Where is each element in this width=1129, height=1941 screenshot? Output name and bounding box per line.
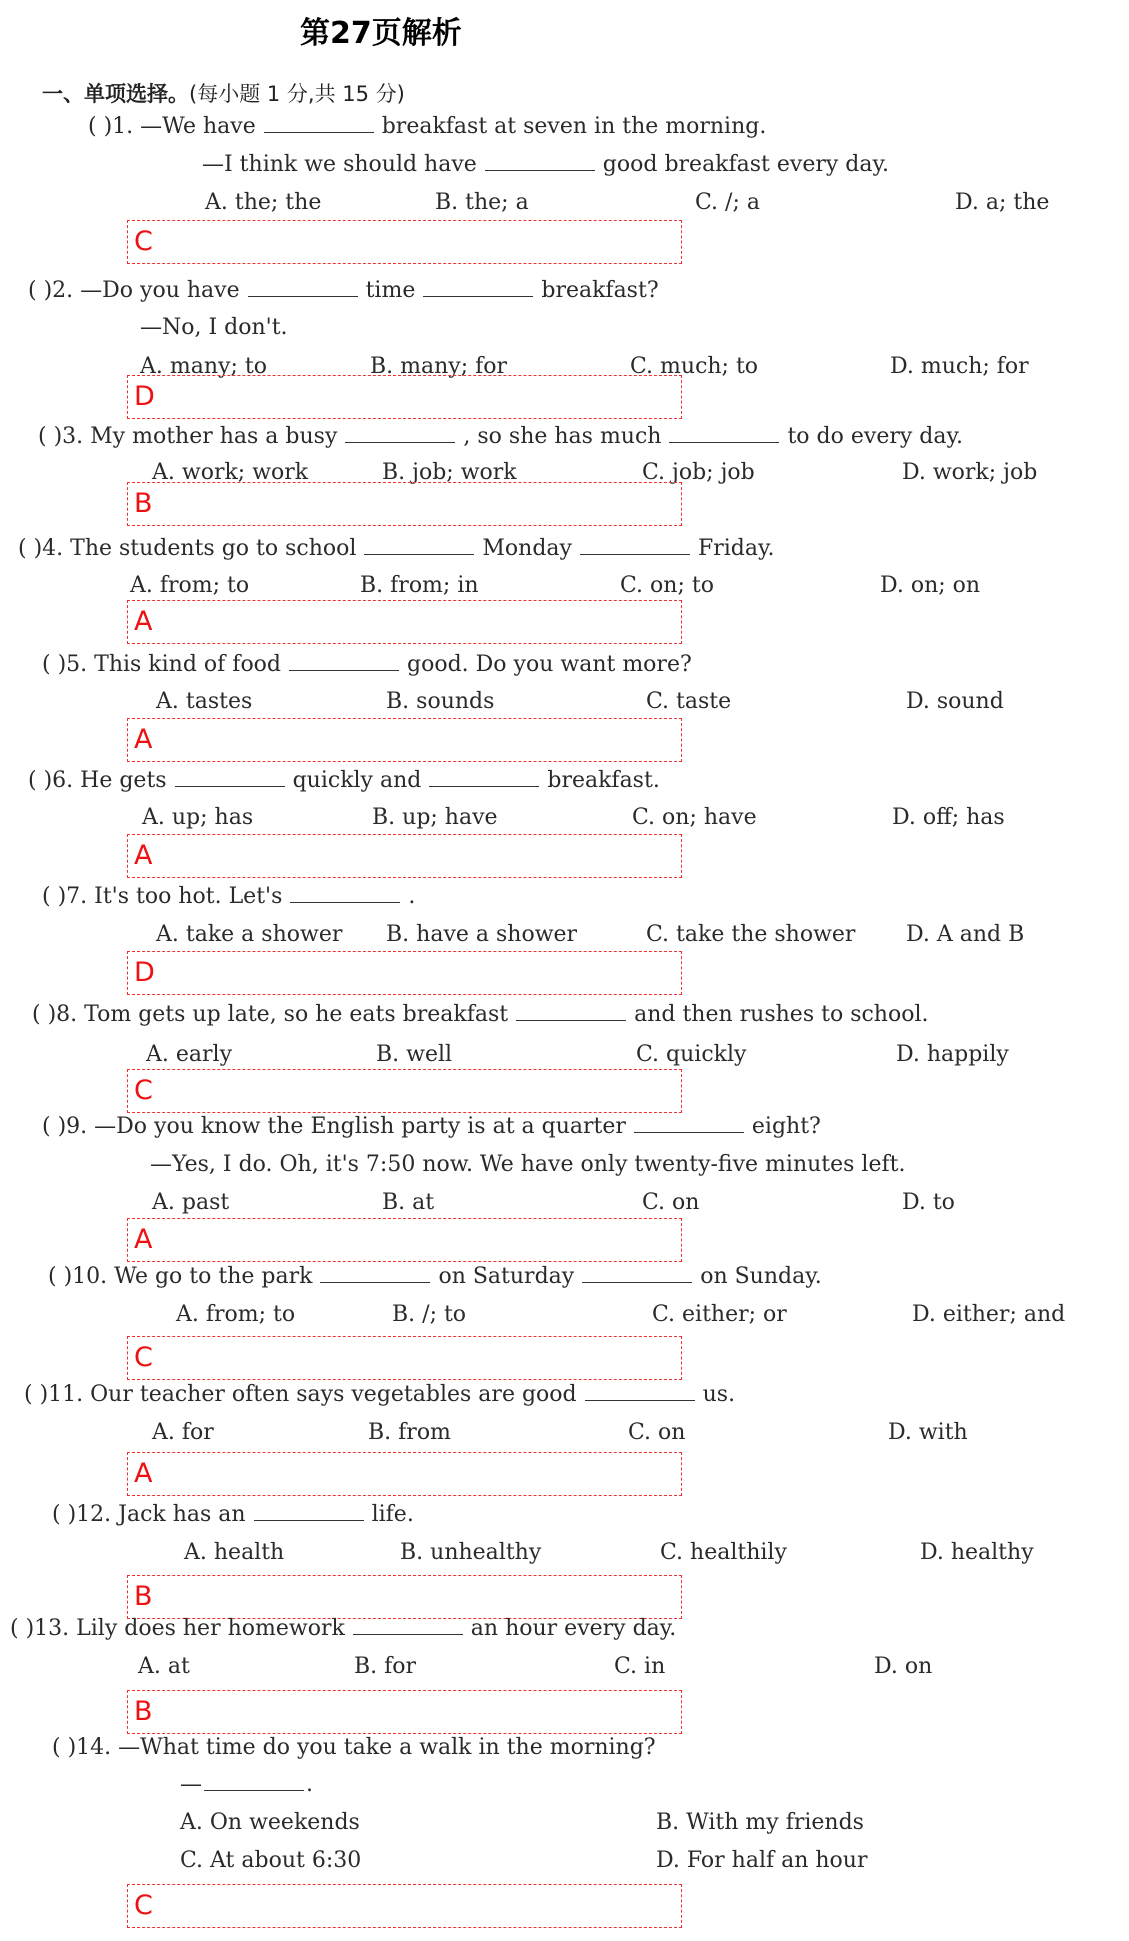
option-d[interactable]: D. work; job [902, 460, 1038, 485]
question-6 [28, 766, 660, 796]
question-text: to do every day. [787, 424, 963, 449]
option-b[interactable]: B. unhealthy [400, 1540, 542, 1565]
answer-blank [364, 534, 474, 555]
option-d[interactable]: D. a; the [955, 190, 1050, 215]
option-d[interactable]: D. to [902, 1190, 955, 1215]
option-a[interactable]: A. many; to [140, 354, 267, 379]
question-text: time [365, 278, 416, 303]
question-text: breakfast. [547, 768, 660, 793]
option-d[interactable]: D. either; and [912, 1302, 1066, 1327]
option-a[interactable]: A. past [152, 1190, 230, 1215]
option-b[interactable]: B. from [368, 1420, 451, 1445]
question-14 [52, 1733, 656, 1763]
option-a[interactable]: A. tastes [156, 689, 253, 714]
question-text: eight? [751, 1114, 821, 1139]
option-b[interactable]: B. have a shower [386, 922, 578, 947]
question-1-line2 [202, 150, 889, 180]
section-title: 一、单项选择。 [42, 82, 189, 106]
answer-blank [320, 1262, 430, 1283]
answer-blank [204, 1770, 304, 1791]
question-stem: ( )9. —Do you know the English party is at a quarter [42, 1114, 626, 1139]
answer-blank [585, 1380, 695, 1401]
answer-blank [580, 534, 690, 555]
question-stem: ( )1. —We have [88, 114, 256, 139]
question-4 [18, 534, 775, 564]
section-note: (每小题 1 分,共 15 分) [189, 82, 405, 106]
option-d[interactable]: D. A and B [906, 922, 1025, 947]
question-10 [48, 1262, 822, 1292]
page-title: 第27页解析 [300, 16, 462, 51]
question-2-line2 [140, 313, 288, 343]
option-c[interactable]: C. /; a [695, 190, 760, 215]
answer-blank [423, 276, 533, 297]
answer-blank [175, 766, 285, 787]
question-9 [42, 1112, 821, 1142]
option-c[interactable]: C. At about 6:30 [180, 1848, 362, 1873]
option-a[interactable]: A. work; work [152, 460, 309, 485]
question-text: breakfast? [541, 278, 659, 303]
answer-box: A [127, 718, 682, 762]
answer-blank [582, 1262, 692, 1283]
question-text: and then rushes to school. [634, 1002, 929, 1027]
question-stem: ( )6. He gets [28, 768, 167, 793]
answer-box: D [127, 951, 682, 995]
answer-box: B [127, 1575, 682, 1619]
option-a[interactable]: A. for [152, 1420, 214, 1445]
question-8 [32, 1000, 929, 1030]
answer-blank [634, 1112, 744, 1133]
question-stem: ( )2. —Do you have [28, 278, 240, 303]
answer-blank [669, 422, 779, 443]
question-text: on Sunday. [700, 1264, 822, 1289]
option-d[interactable]: D. For half an hour [656, 1848, 868, 1873]
option-a[interactable]: A. take a shower [156, 922, 343, 947]
question-1 [88, 112, 766, 142]
option-b[interactable]: B. at [382, 1190, 435, 1215]
question-7 [42, 882, 415, 912]
option-d[interactable]: D. on [874, 1654, 933, 1679]
option-c[interactable]: C. much; to [630, 354, 759, 379]
option-c[interactable]: C. on [642, 1190, 700, 1215]
option-b[interactable]: B. /; to [392, 1302, 467, 1327]
question-text: . [306, 1772, 313, 1797]
option-c[interactable]: C. take the shower [646, 922, 856, 947]
question-stem: ( )4. The students go to school [18, 536, 357, 561]
option-b[interactable]: B. the; a [435, 190, 529, 215]
answer-box: C [127, 1069, 682, 1113]
question-stem: ( )5. This kind of food [42, 652, 282, 677]
answer-box: D [127, 375, 682, 419]
option-d[interactable]: D. much; for [890, 354, 1029, 379]
question-text: — [180, 1772, 202, 1797]
answer-blank [254, 1500, 364, 1521]
option-d[interactable]: D. healthy [920, 1540, 1034, 1565]
question-text: Friday. [697, 536, 775, 561]
question-text: quickly and [292, 768, 422, 793]
answer-box: B [127, 1690, 682, 1734]
option-a[interactable]: A. health [184, 1540, 285, 1565]
option-b[interactable]: B. well [376, 1042, 453, 1067]
option-c[interactable]: C. in [614, 1654, 666, 1679]
question-stem: ( )14. —What time do you take a walk in the morning? [52, 1735, 656, 1760]
question-stem: ( )10. We go to the park [48, 1264, 313, 1289]
option-b[interactable]: B. for [354, 1654, 417, 1679]
question-text: breakfast at seven in the morning. [381, 114, 767, 139]
question-2 [28, 276, 659, 306]
option-b[interactable]: B. up; have [372, 805, 498, 830]
question-stem: ( )3. My mother has a busy [38, 424, 338, 449]
option-b[interactable]: B. With my friends [656, 1810, 864, 1835]
question-text: Monday [482, 536, 572, 561]
option-d[interactable]: D. on; on [880, 573, 981, 598]
option-c[interactable]: C. job; job [642, 460, 755, 485]
option-d[interactable]: D. sound [906, 689, 1004, 714]
option-a[interactable]: A. up; has [142, 805, 254, 830]
answer-blank [345, 422, 455, 443]
option-a[interactable]: A. the; the [205, 190, 322, 215]
answer-blank [264, 112, 374, 133]
answer-box: C [127, 1884, 682, 1928]
answer-blank [485, 150, 595, 171]
answer-box: C [127, 1336, 682, 1380]
option-c[interactable]: C. taste [646, 689, 732, 714]
question-text: an hour every day. [470, 1616, 677, 1641]
section-heading [42, 78, 405, 108]
answer-blank [290, 882, 400, 903]
option-b[interactable]: B. job; work [382, 460, 517, 485]
option-a[interactable]: A. early [146, 1042, 232, 1067]
question-13 [10, 1614, 676, 1644]
answer-blank [516, 1000, 626, 1021]
question-stem: ( )8. Tom gets up late, so he eats breakfast [32, 1002, 509, 1027]
option-b[interactable]: B. sounds [386, 689, 495, 714]
answer-blank [248, 276, 358, 297]
question-12 [52, 1500, 414, 1530]
question-stem: ( )7. It's too hot. Let's [42, 884, 283, 909]
question-text: , so she has much [463, 424, 662, 449]
answer-box: C [127, 220, 682, 264]
answer-box: A [127, 1218, 682, 1262]
option-d[interactable]: D. happily [896, 1042, 1009, 1067]
answer-box: A [127, 834, 682, 878]
answer-box: A [127, 1452, 682, 1496]
question-9-line2 [150, 1150, 905, 1180]
option-c[interactable]: C. healthily [660, 1540, 787, 1565]
question-text: —I think we should have [202, 152, 477, 177]
option-c[interactable]: C. on; to [620, 573, 714, 598]
option-d[interactable]: D. with [888, 1420, 968, 1445]
question-text: —No, I don't. [140, 315, 288, 340]
answer-blank [429, 766, 539, 787]
question-text: good breakfast every day. [602, 152, 890, 177]
option-c[interactable]: C. quickly [636, 1042, 747, 1067]
question-11 [24, 1380, 735, 1410]
question-stem: ( )13. Lily does her homework [10, 1616, 345, 1641]
question-text: us. [702, 1382, 736, 1407]
option-c[interactable]: C. either; or [652, 1302, 787, 1327]
question-3 [38, 422, 963, 452]
option-b[interactable]: B. from; in [360, 573, 479, 598]
answer-blank [289, 650, 399, 671]
question-stem: ( )12. Jack has an [52, 1502, 246, 1527]
question-5 [42, 650, 692, 680]
question-text: good. Do you want more? [407, 652, 692, 677]
option-a[interactable]: A. On weekends [180, 1810, 360, 1835]
question-text: life. [371, 1502, 414, 1527]
option-a[interactable]: A. at [138, 1654, 190, 1679]
answer-blank [353, 1614, 463, 1635]
option-d[interactable]: D. off; has [892, 805, 1005, 830]
question-stem: ( )11. Our teacher often says vegetables are good [24, 1382, 577, 1407]
answer-box: A [127, 600, 682, 644]
option-a[interactable]: A. from; to [130, 573, 250, 598]
answer-box: B [127, 482, 682, 526]
question-text: on Saturday [438, 1264, 575, 1289]
option-a[interactable]: A. from; to [176, 1302, 296, 1327]
option-c[interactable]: C. on; have [632, 805, 757, 830]
option-b[interactable]: B. many; for [370, 354, 508, 379]
option-c[interactable]: C. on [628, 1420, 686, 1445]
question-14-line2 [180, 1770, 313, 1800]
question-text: . [408, 884, 416, 909]
question-text: —Yes, I do. Oh, it's 7:50 now. We have only twenty-five minutes left. [150, 1152, 906, 1177]
